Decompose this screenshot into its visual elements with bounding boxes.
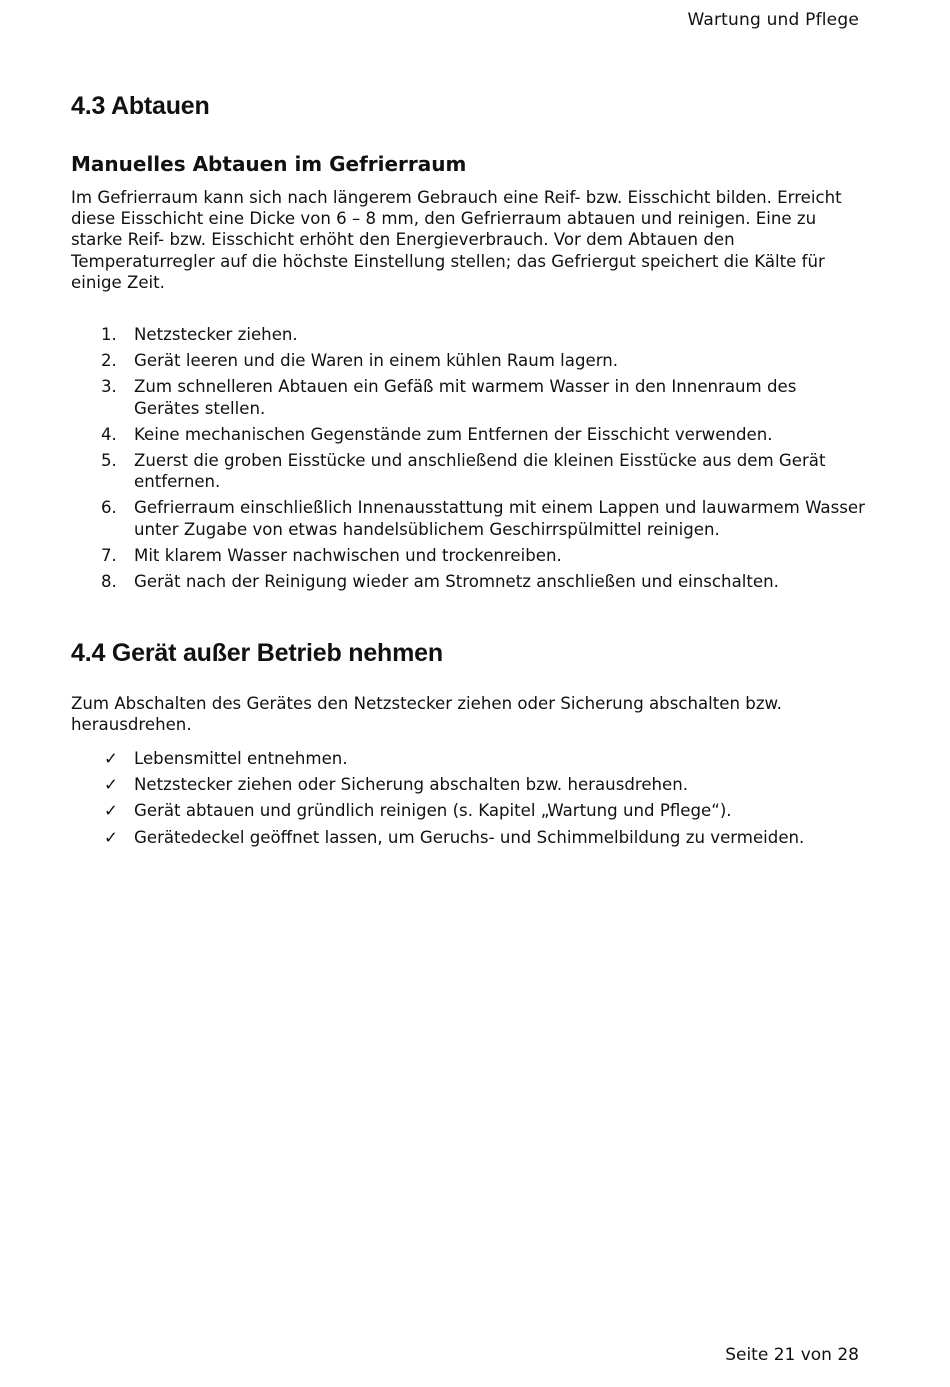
ausser-betrieb-checklist xyxy=(71,748,866,848)
section-heading-abtauen: 4.3 Abtauen xyxy=(71,92,210,120)
step-number: 7. xyxy=(101,545,117,565)
check-text: Netzstecker ziehen oder Sicherung abschalten bzw. herausdrehen. xyxy=(134,775,689,795)
list-item xyxy=(71,376,866,418)
step-number: 3. xyxy=(101,377,117,397)
abtauen-steps-list xyxy=(71,324,866,592)
list-item xyxy=(71,424,866,445)
checkmark-icon: ✓ xyxy=(104,827,118,847)
checkmark-icon: ✓ xyxy=(104,749,118,768)
list-item xyxy=(71,350,866,371)
abtauen-intro-paragraph: Im Gefrierraum kann sich nach längerem Gebrauch eine Reif- bzw. Eisschicht bilden. Erreicht diese Eisschicht eine Dicke von 6 – 8 mm, den Gefrierraum abtauen und reinigen. Eine zu starke Reif- bzw. Eisschicht erhöht den Energieverbrauch. Vor dem Abtauen den Temperaturregler auf die höchste Einstellung stellen; das Gefriergut speichert die Kälte für einige Zeit. xyxy=(71,188,842,292)
list-item xyxy=(71,827,866,848)
step-text: Zuerst die groben Eisstücke und anschließend die kleinen Eisstücke aus dem Gerät entfernen. xyxy=(134,451,826,492)
list-item xyxy=(71,324,866,345)
step-number: 8. xyxy=(101,572,117,592)
step-text: Mit klarem Wasser nachwischen und trockenreiben. xyxy=(134,545,562,565)
list-item xyxy=(71,497,866,539)
page-number: Seite 21 von 28 xyxy=(725,1345,859,1365)
check-text: Gerät abtauen und gründlich reinigen (s. Kapitel „Wartung und Pflege“). xyxy=(134,801,732,821)
checkmark-icon: ✓ xyxy=(104,775,118,795)
list-item xyxy=(71,748,866,769)
list-item xyxy=(71,774,866,795)
step-number: 4. xyxy=(101,424,117,444)
subheading-manuelles-abtauen: Manuelles Abtauen im Gefrierraum xyxy=(71,152,467,176)
page-header: Wartung und Pflege xyxy=(687,10,859,30)
step-number: 2. xyxy=(101,351,117,371)
step-text: Keine mechanischen Gegenstände zum Entfernen der Eisschicht verwenden. xyxy=(134,424,773,444)
step-text: Gerät leeren und die Waren in einem kühlen Raum lagern. xyxy=(134,351,619,371)
step-text: Gefrierraum einschließlich Innenausstattung mit einem Lappen und lauwarmem Wasser unter Zugabe von etwas handelsüblichem Geschirrspülmittel reinigen. xyxy=(134,498,865,539)
list-item xyxy=(71,571,866,592)
step-text: Gerät nach der Reinigung wieder am Stromnetz anschließen und einschalten. xyxy=(134,572,779,592)
step-number: 5. xyxy=(101,451,117,471)
ausser-betrieb-intro-paragraph: Zum Abschalten des Gerätes den Netzstecker ziehen oder Sicherung abschalten bzw. herausdrehen. xyxy=(71,694,782,735)
check-text: Gerätedeckel geöffnet lassen, um Geruchs- und Schimmelbildung zu vermeiden. xyxy=(134,827,805,847)
step-number: 6. xyxy=(101,498,117,518)
list-item xyxy=(71,545,866,566)
step-number: 1. xyxy=(101,325,117,344)
list-item xyxy=(71,800,866,821)
checkmark-icon: ✓ xyxy=(104,801,118,821)
step-text: Zum schnelleren Abtauen ein Gefäß mit warmem Wasser in den Innenraum des Gerätes stellen. xyxy=(134,377,797,418)
list-item xyxy=(71,450,866,492)
check-text: Lebensmittel entnehmen. xyxy=(134,749,348,768)
step-text: Netzstecker ziehen. xyxy=(134,325,298,344)
section-heading-ausser-betrieb: 4.4 Gerät außer Betrieb nehmen xyxy=(71,639,443,667)
